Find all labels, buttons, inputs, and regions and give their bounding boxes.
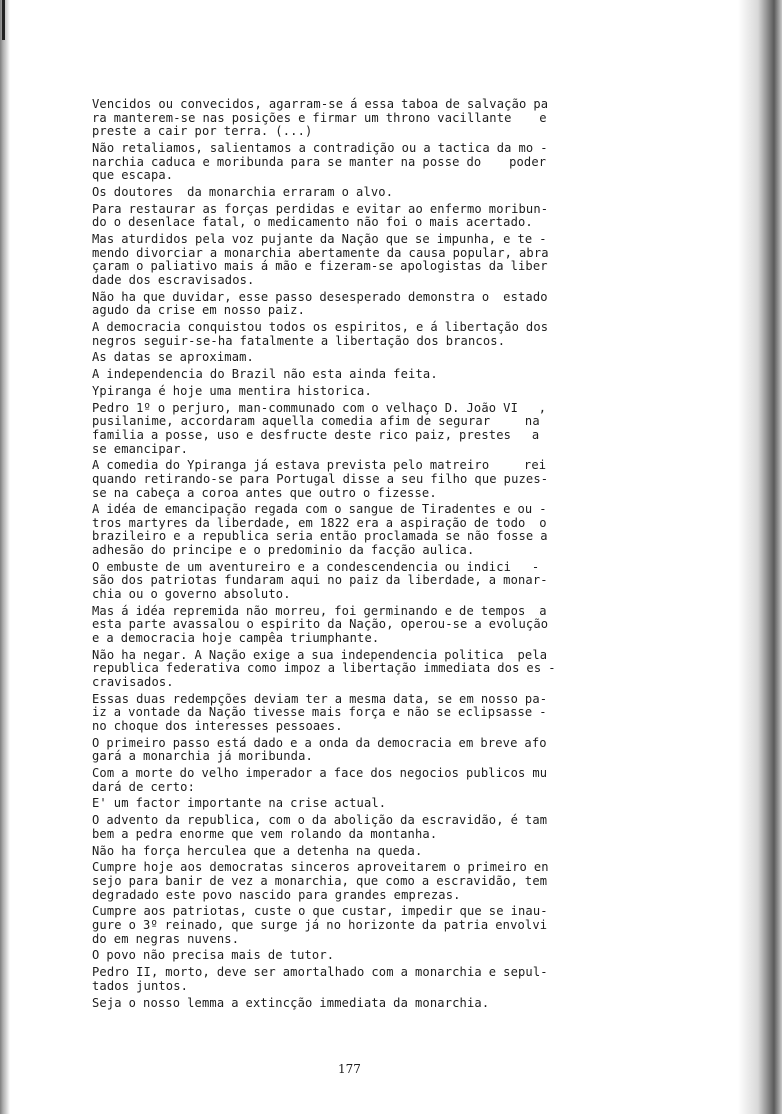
paragraph: A democracia conquistou todos os espiritos, e á libertação dos negros seguir-se-ha fatalmente a libertação dos brancos. xyxy=(92,320,549,348)
paragraph: Cumpre aos patriotas, custe o que custar, impedir que se inau- gure o 3º reinado, que surge já no horizonte da patria envolvi do em negras nuvens. xyxy=(92,904,548,946)
paragraph: O embuste de um aventureiro e a condescendencia ou indici - são dos patriotas fundaram aqui no paiz da liberdade, a monar- chia ou o governo absoluto. xyxy=(92,559,548,602)
paragraph: Mas aturdidos pela voz pujante da Nação que se impunha, e te - mendo divorciar a monarchia abertamente da causa popular, abra çaram o paliativo mais á mão e fizeram-se apologistas da liber dade dos escravisados. xyxy=(92,232,549,287)
paragraph: Não ha força herculea que a detenha na queda. xyxy=(92,843,423,858)
paragraph: Não ha negar. A Nação exige a sua independencia politica pela republica federativa como impoz a libertação immediata dos es - cravisados. xyxy=(92,647,556,689)
paragraph: O povo não precisa mais de tutor. xyxy=(92,948,335,963)
paragraph: A idéa de emancipação regada com o sangue de Tiradentes e ou - tros martyres da liberdade, em 1822 era a aspiração de todo o brazileiro e a republica seria então proclamada se não fosse a adhesão do principe e o predominio da facção aulica. xyxy=(92,502,548,558)
paragraph: Essas duas redempções deviam ter a mesma data, se em nosso pa- iz a vontade da Nação tivesse mais força e não se eclipsasse - no choque dos interesses pessoaes. xyxy=(92,691,548,733)
paragraph: A independencia do Brazil não esta ainda feita. xyxy=(92,367,438,382)
paragraph: O primeiro passo está dado e a onda da democracia em breve afo gará a monarchia já moribunda. xyxy=(92,735,547,764)
paragraph: E' um factor importante na crise actual. xyxy=(92,796,387,811)
paragraph: O advento da republica, com o da abolição da escravidão, é tam bem a pedra enorme que vem rolando da montanha. xyxy=(92,813,548,841)
paragraph: Pedro 1º o perjuro, man-communado com o velhaço D. João VI , pusilanime, accordaram aquella comedia afim de segurar na familia a posse, uso e desfructe deste rico paiz, prestes a se emancipar. xyxy=(92,400,547,456)
paragraph: Com a morte do velho imperador a face dos negocios publicos mu dará de certo: xyxy=(92,766,548,794)
binding-mark xyxy=(2,0,5,40)
page-left-edge-shadow xyxy=(0,0,10,1114)
paragraph: Cumpre hoje aos democratas sinceros aproveitarem o primeiro en sejo para banir de vez a monarchia, que como a escravidão, tem degradado este povo nascido para grandes emprezas. xyxy=(92,860,549,902)
paragraph: Mas á idéa repremida não morreu, foi germinando e de tempos a esta parte avassalou o espirito da Nação, operou-se a evolução e a democracia hoje campêa triumphante. xyxy=(92,603,549,645)
body-text xyxy=(92,98,644,1010)
paragraph: Não ha que duvidar, esse passo desesperado demonstra o estado agudo da crise em nosso paiz. xyxy=(92,289,548,318)
paragraph: Para restaurar as forças perdidas e evitar ao enfermo moribun- do o desenlace fatal, o medicamento não foi o mais acertado. xyxy=(92,201,549,230)
page-number: 177 xyxy=(338,1062,361,1076)
paragraph: Vencidos ou convecidos, agarram-se á essa taboa de salvação pa ra manterem-se nas posições e firmar um throno vacillante e preste a cair por terra. (...) xyxy=(92,97,549,139)
paragraph: Os doutores da monarchia erraram o alvo. xyxy=(92,184,394,199)
page-right-edge-shadow xyxy=(738,0,782,1114)
paragraph: Pedro II, morto, deve ser amortalhado com a monarchia e sepul- tados juntos. xyxy=(92,965,548,993)
paragraph: A comedia do Ypiranga já estava prevista pelo matreiro rei quando retirando-se para Portugal disse a seu filho que puzes- se na cabeça a coroa antes que outro o fizesse. xyxy=(92,458,549,500)
paragraph: Ypiranga é hoje uma mentira historica. xyxy=(92,383,372,398)
paragraph: As datas se aproximam. xyxy=(92,350,254,365)
paragraph: Seja o nosso lemma a extincção immediata da monarchia. xyxy=(92,995,490,1010)
paragraph: Não retaliamos, salientamos a contradição ou a tactica da mo - narchia caduca e moribunda para se manter na posse do poder que escapa. xyxy=(92,140,548,183)
